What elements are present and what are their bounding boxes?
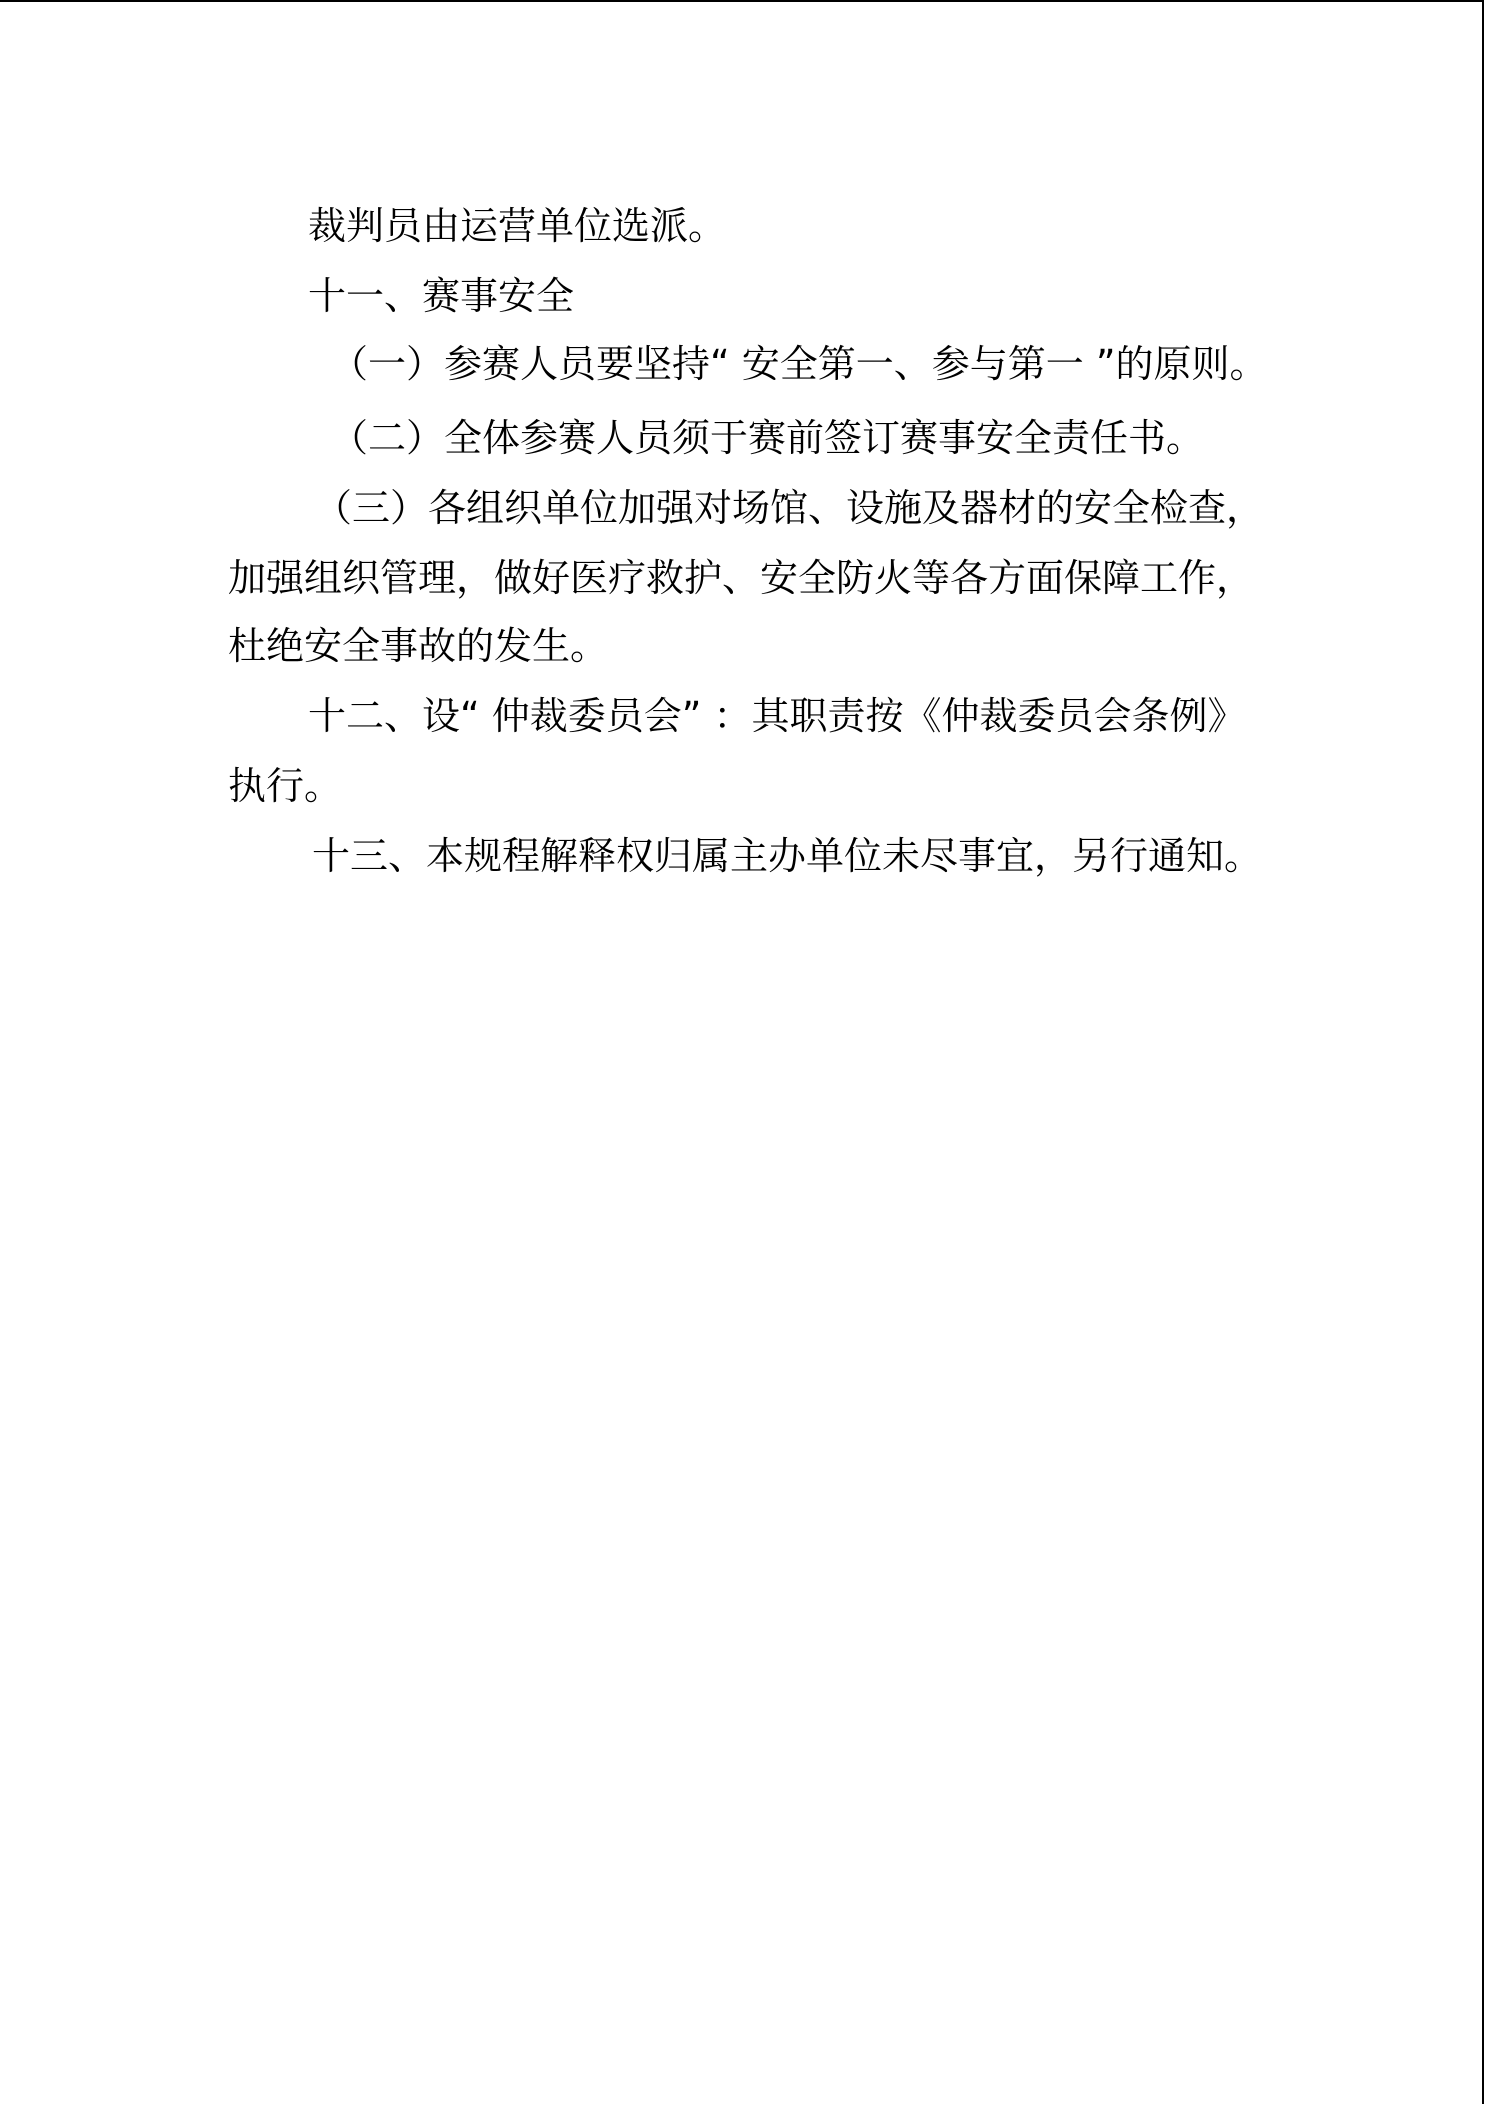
item-three-line-2: 加强组织管理，做好医疗救护、安全防火等各方面保障工作， bbox=[228, 556, 1255, 600]
section-twelve-line-1: 十二、设“ 仲裁委员会” ：其职责按《仲裁委员会条例》 bbox=[308, 694, 1246, 738]
section-heading-eleven: 十一、赛事安全 bbox=[308, 274, 575, 318]
paragraph-referee-line: 裁判员由运营单位选派。 bbox=[308, 204, 727, 248]
section-thirteen: 十三、本规程解释权归属主办单位未尽事宜，另行通知。 bbox=[312, 834, 1263, 878]
section-twelve-line-2: 执行。 bbox=[228, 764, 343, 808]
item-three-line-1: （三）各组织单位加强对场馆、设施及器材的安全检查， bbox=[314, 486, 1265, 530]
item-two: （二）全体参赛人员须于赛前签订赛事安全责任书。 bbox=[330, 416, 1205, 460]
item-one: （一）参赛人员要坚持“ 安全第一、参与第一 ”的原则。 bbox=[330, 342, 1268, 386]
item-three-line-3: 杜绝安全事故的发生。 bbox=[228, 624, 609, 668]
